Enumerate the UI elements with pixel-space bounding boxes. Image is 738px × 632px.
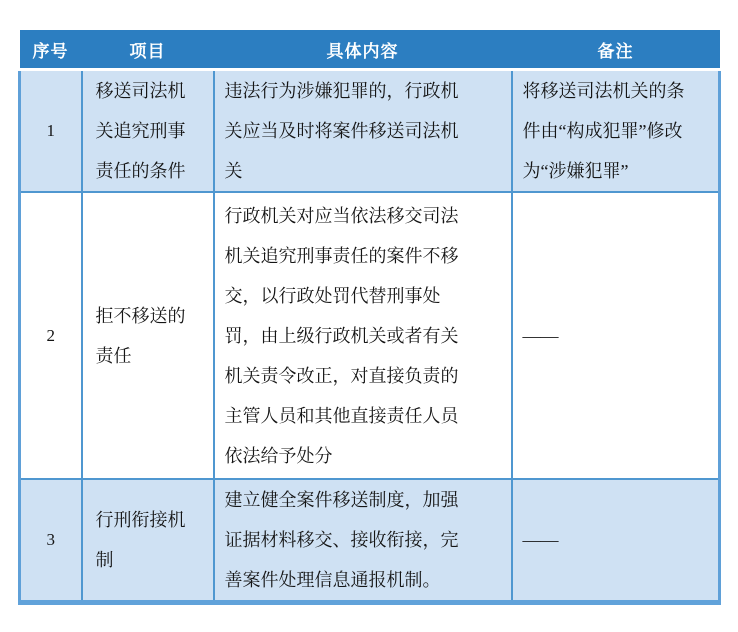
table-row <box>20 192 720 479</box>
column-header-item: 项目 <box>82 30 214 70</box>
cell-note: 将移送司法机关的条件由“构成犯罪”修改为“涉嫌犯罪” <box>512 70 720 193</box>
column-header-number: 序号 <box>20 30 82 70</box>
cell-content: 违法行为涉嫌犯罪的，行政机关应当及时将案件移送司法机关 <box>214 70 512 193</box>
regulation-table <box>18 30 721 605</box>
table-row <box>20 479 720 603</box>
table-header-row <box>20 30 720 70</box>
column-header-note: 备注 <box>512 30 720 70</box>
cell-item: 行刑衔接机制 <box>82 479 214 603</box>
cell-number: 3 <box>20 479 82 603</box>
cell-number: 2 <box>20 192 82 479</box>
cell-number: 1 <box>20 70 82 193</box>
cell-content: 建立健全案件移送制度，加强证据材料移交、接收衔接，完善案件处理信息通报机制。 <box>214 479 512 603</box>
cell-content: 行政机关对应当依法移交司法机关追究刑事责任的案件不移交，以行政处罚代替刑事处罚，由上级行政机关或者有关机关责令改正，对直接负责的主管人员和其他直接责任人员依法给予处分 <box>214 192 512 479</box>
cell-note: —— <box>512 192 720 479</box>
cell-note: —— <box>512 479 720 603</box>
table-row <box>20 70 720 193</box>
cell-item: 移送司法机关追究刑事责任的条件 <box>82 70 214 193</box>
column-header-content: 具体内容 <box>214 30 512 70</box>
cell-item: 拒不移送的责任 <box>82 192 214 479</box>
